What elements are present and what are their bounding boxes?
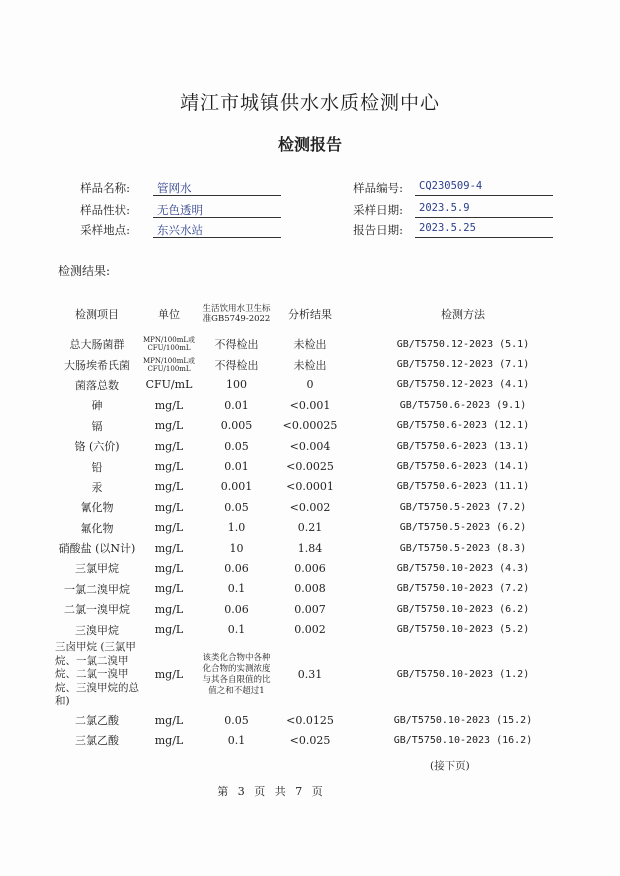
cell-item: 氰化物	[80, 501, 114, 515]
table-row	[55, 579, 580, 599]
cell-standard: 100	[226, 378, 247, 392]
table-row	[55, 518, 580, 538]
cell-result: 未检出	[293, 338, 327, 352]
cell-method: GB/T5750.5-2023 (7.2)	[399, 501, 527, 513]
cell-item: 三溴甲烷	[75, 623, 119, 637]
cell-unit: mg/L	[154, 419, 184, 433]
table-row	[55, 375, 580, 395]
cell-method: GB/T5750.5-2023 (8.3)	[399, 542, 527, 554]
cell-unit: mg/L	[154, 561, 184, 575]
cell-item: 镉	[91, 419, 103, 433]
cell-result: <0.0001	[286, 480, 334, 494]
sample-name-label: 样品名称:	[80, 181, 130, 195]
cell-unit: mg/L	[154, 582, 184, 596]
header-standard: 生活饮用水卫生标准GB5749-2022	[202, 304, 271, 324]
cell-standard: 0.05	[224, 713, 249, 727]
cell-standard: 0.1	[227, 582, 246, 596]
table-row	[55, 477, 580, 497]
cell-item: 总大肠菌群	[69, 338, 125, 352]
cell-standard: 0.005	[220, 419, 253, 433]
cell-result: <0.0025	[286, 460, 334, 474]
cell-item: 二氯乙酸	[75, 714, 119, 728]
cell-method: GB/T5750.12-2023 (5.1)	[396, 338, 530, 350]
cell-result: <0.004	[289, 439, 331, 453]
table-row	[55, 730, 580, 750]
sample-no-label: 样品编号:	[353, 181, 403, 195]
cell-method: GB/T5750.6-2023 (12.1)	[396, 420, 530, 432]
sample-site-value: 东兴水站	[153, 222, 281, 238]
cell-standard: 1.0	[227, 521, 246, 535]
sample-date-label: 采样日期:	[353, 203, 403, 217]
cell-unit: MPN/100mL或CFU/100mL	[142, 336, 195, 353]
cell-item: 氟化物	[80, 521, 114, 535]
cell-method: GB/T5750.10-2023 (5.2)	[396, 624, 530, 636]
cell-unit: mg/L	[154, 500, 184, 514]
cell-method: GB/T5750.12-2023 (4.1)	[396, 379, 530, 391]
cell-unit: CFU/mL	[145, 378, 193, 392]
results-label: 检测结果:	[58, 264, 111, 278]
cell-result: <0.025	[289, 733, 331, 747]
org-name: 靖江市城镇供水水质检测中心	[179, 92, 440, 114]
page-number: 第 3 页 共 7 页	[217, 785, 323, 798]
header-method: 检测方法	[441, 308, 485, 321]
cell-method: GB/T5750.10-2023 (7.2)	[396, 583, 530, 595]
cell-standard: 该类化合物中各种化合物的实测浓度与其各自限值的比值之和不超过1	[202, 652, 271, 696]
cell-unit: mg/L	[154, 623, 184, 637]
table-row	[55, 558, 580, 578]
cell-item: 菌落总数	[75, 378, 119, 392]
cell-item: 三卤甲烷 (三氯甲烷、一氯二溴甲烷、二氯一溴甲烷、三溴甲烷的总和)	[55, 641, 139, 708]
cell-unit: mg/L	[154, 713, 184, 727]
table-row	[55, 395, 580, 415]
cell-result: <0.00025	[282, 419, 338, 433]
cell-standard: 0.05	[224, 500, 249, 514]
table-header-row	[55, 294, 580, 334]
cell-method: GB/T5750.6-2023 (14.1)	[396, 461, 530, 473]
table-row	[55, 334, 580, 354]
cell-unit: mg/L	[154, 480, 184, 494]
continue-note: (接下页)	[430, 760, 470, 772]
cell-method: GB/T5750.6-2023 (9.1)	[399, 399, 527, 411]
cell-method: GB/T5750.10-2023 (4.3)	[396, 562, 530, 574]
cell-result: 0.002	[294, 623, 326, 637]
table-row	[55, 354, 580, 374]
cell-standard: 0.001	[220, 480, 253, 494]
header-item: 检测项目	[75, 308, 119, 321]
cell-unit: mg/L	[154, 602, 184, 616]
table-row	[55, 599, 580, 619]
cell-unit: mg/L	[154, 398, 184, 412]
cell-item: 大肠埃希氏菌	[64, 358, 130, 372]
cell-standard: 0.05	[224, 439, 249, 453]
cell-result: 未检出	[293, 358, 327, 372]
sample-trait-value: 无色透明	[153, 202, 281, 218]
cell-result: 0.006	[294, 561, 326, 575]
cell-method: GB/T5750.10-2023 (1.2)	[396, 669, 530, 681]
results-table	[55, 294, 580, 751]
cell-standard: 10	[229, 541, 244, 555]
cell-result: <0.0125	[286, 713, 334, 727]
cell-standard: 0.1	[227, 623, 246, 637]
cell-standard: 0.06	[224, 602, 249, 616]
header-result: 分析结果	[288, 308, 332, 321]
cell-result: <0.002	[289, 500, 331, 514]
cell-standard: 0.06	[224, 561, 249, 575]
report-date-label: 报告日期:	[353, 223, 403, 237]
cell-method: GB/T5750.10-2023 (6.2)	[396, 603, 530, 615]
cell-unit: mg/L	[154, 541, 184, 555]
cell-method: GB/T5750.6-2023 (11.1)	[396, 481, 530, 493]
cell-item: 铬 (六价)	[74, 440, 120, 454]
cell-standard: 不得检出	[214, 338, 259, 352]
table-row	[55, 710, 580, 730]
cell-result: 0.007	[294, 602, 326, 616]
sample-date-value: 2023.5.9	[415, 202, 553, 218]
cell-result: 0.008	[294, 582, 326, 596]
cell-item: 二氯一溴甲烷	[64, 603, 130, 617]
report-date-value: 2023.5.25	[415, 222, 553, 238]
table-row	[55, 456, 580, 476]
cell-method: GB/T5750.10-2023 (15.2)	[393, 714, 533, 726]
sample-name-value: 管网水	[153, 180, 281, 196]
cell-method: GB/T5750.5-2023 (6.2)	[399, 522, 527, 534]
table-row	[55, 640, 580, 710]
cell-item: 铅	[91, 460, 103, 474]
sample-site-label: 采样地点:	[80, 223, 130, 237]
cell-standard: 0.01	[224, 398, 249, 412]
sample-trait-label: 样品性状:	[80, 203, 130, 217]
cell-result: <0.001	[289, 398, 331, 412]
cell-item: 三氯甲烷	[75, 562, 119, 576]
sample-no-value: CQ230509-4	[415, 180, 553, 196]
table-row	[55, 436, 580, 456]
table-row	[55, 497, 580, 517]
header-unit: 单位	[158, 308, 180, 321]
cell-result: 0.21	[297, 521, 323, 535]
cell-method: GB/T5750.10-2023 (16.2)	[393, 734, 533, 746]
cell-unit: mg/L	[154, 439, 184, 453]
cell-method: GB/T5750.6-2023 (13.1)	[396, 440, 530, 452]
cell-unit: mg/L	[154, 521, 184, 535]
cell-unit: MPN/100mL或CFU/100mL	[142, 356, 195, 373]
cell-standard: 0.01	[224, 460, 249, 474]
table-row	[55, 416, 580, 436]
cell-item: 硝酸盐 (以N计)	[58, 542, 136, 556]
cell-item: 一氯二溴甲烷	[64, 582, 130, 596]
cell-result: 0.31	[297, 668, 323, 682]
table-row	[55, 619, 580, 639]
cell-result: 1.84	[297, 541, 323, 555]
cell-standard: 0.1	[227, 733, 246, 747]
cell-item: 砷	[91, 399, 103, 413]
cell-item: 三氯乙酸	[75, 734, 119, 748]
cell-result: 0	[306, 378, 314, 392]
cell-unit: mg/L	[154, 460, 184, 474]
cell-unit: mg/L	[154, 668, 184, 682]
cell-item: 汞	[91, 480, 103, 494]
cell-method: GB/T5750.12-2023 (7.1)	[396, 359, 530, 371]
table-row	[55, 538, 580, 558]
report-title: 检测报告	[277, 135, 342, 154]
cell-standard: 不得检出	[214, 358, 259, 372]
cell-unit: mg/L	[154, 733, 184, 747]
